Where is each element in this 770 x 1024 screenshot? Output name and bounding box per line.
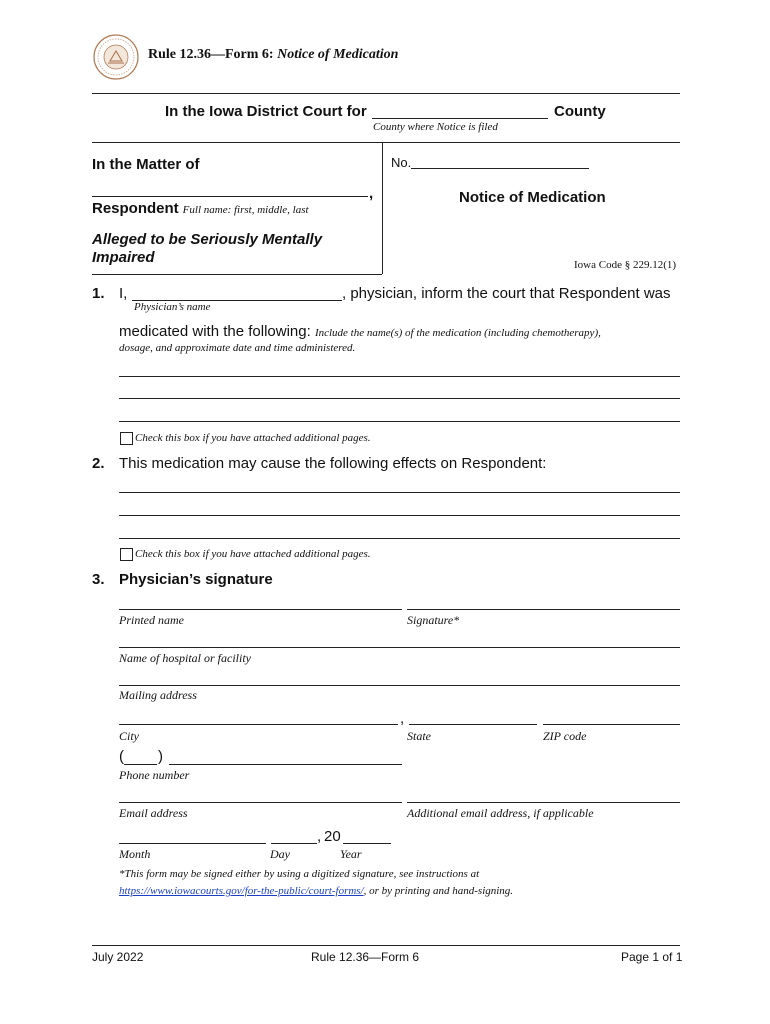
respondent-name-field[interactable] (92, 196, 368, 197)
footnote-line-2 (119, 885, 513, 897)
respondent-line (92, 200, 309, 218)
footer-divider (92, 945, 680, 946)
printed-name-caption: Printed name (119, 613, 184, 627)
medication-line-1[interactable] (119, 376, 680, 377)
footnote-tail: , or by printing and hand-signing. (363, 885, 514, 897)
medicated-line (119, 323, 679, 341)
form-header (148, 47, 398, 63)
caption-top-divider (92, 142, 680, 143)
medication-line-2[interactable] (119, 398, 680, 399)
email-caption: Email address (119, 806, 188, 820)
month-field[interactable] (119, 843, 266, 844)
zip-caption: ZIP code (543, 729, 587, 743)
attach-checkbox-2[interactable] (120, 548, 133, 561)
city-caption: City (119, 729, 139, 743)
year-comma: , (317, 828, 322, 845)
code-ref: Iowa Code § 229.12(1) (574, 259, 677, 271)
day-field[interactable] (271, 843, 317, 844)
year-field[interactable] (343, 843, 391, 844)
attach-label-1: Check this box if you have attached additional pages. (135, 432, 371, 444)
section-1-number: 1. (92, 285, 105, 302)
respondent-comma: , (369, 185, 374, 202)
attach-checkbox-1[interactable] (120, 432, 133, 445)
court-suffix: County (554, 103, 606, 120)
section-1-i: I, (119, 285, 128, 302)
state-field[interactable] (409, 724, 537, 725)
medication-instructions-1: Include the name(s) of the medication (including chemotherapy), (314, 327, 601, 339)
respondent-hint: Full name: first, middle, last (182, 204, 309, 216)
day-caption: Day (270, 847, 290, 861)
hospital-field[interactable] (119, 647, 680, 648)
respondent-label: Respondent (92, 200, 179, 217)
section-1-inform-text: , physician, inform the court that Respondent was (342, 285, 671, 302)
state-caption: State (407, 729, 431, 743)
county-field[interactable] (372, 118, 548, 119)
alleged-line-2: Impaired (92, 249, 155, 266)
footer-page: Page 1 of 1 (621, 950, 683, 964)
footer-form: Rule 12.36—Form 6 (311, 950, 420, 964)
form-title: Notice of Medication (277, 47, 399, 62)
city-comma: , (400, 710, 405, 727)
alleged-line-1: Alleged to be Seriously Mentally (92, 231, 323, 248)
county-caption: County where Notice is filed (373, 121, 498, 133)
medicated-text: medicated with the following: (119, 323, 315, 340)
signature-caption: Signature* (407, 613, 460, 627)
alleged-label (92, 231, 322, 267)
email2-field[interactable] (407, 802, 680, 803)
section-3-number: 3. (92, 571, 105, 588)
attach-label-2: Check this box if you have attached additional pages. (135, 548, 371, 560)
case-no-field[interactable] (411, 168, 589, 169)
year-caption: Year (340, 847, 362, 861)
matter-label: In the Matter of (92, 156, 200, 173)
hospital-caption: Name of hospital or facility (119, 651, 251, 665)
phone-caption: Phone number (119, 768, 190, 782)
email2-caption: Additional email address, if applicable (407, 806, 594, 820)
notice-title: Notice of Medication (459, 189, 606, 206)
footer-date: July 2022 (92, 950, 144, 964)
effects-line-1[interactable] (119, 492, 680, 493)
caption-vertical-divider (382, 142, 383, 274)
court-forms-link[interactable]: https://www.iowacourts.gov/for-the-public/court-forms/ (119, 885, 364, 897)
mailing-address-field[interactable] (119, 685, 680, 686)
section-2-number: 2. (92, 455, 105, 472)
phone-area-code-field[interactable] (124, 764, 157, 765)
mailing-caption: Mailing address (119, 688, 197, 702)
section-2-text: This medication may cause the following effects on Respondent: (119, 455, 547, 472)
form-prefix: Rule 12.36—Form 6: (148, 47, 278, 62)
medication-line-3[interactable] (119, 421, 680, 422)
year-prefix: 20 (324, 828, 341, 845)
effects-line-3[interactable] (119, 538, 680, 539)
email-field[interactable] (119, 802, 402, 803)
case-no-label: No. (391, 155, 412, 170)
footnote-line-1: *This form may be signed either by using a digitized signature, see instructions at (119, 868, 480, 880)
signature-field[interactable] (407, 609, 680, 610)
month-caption: Month (119, 847, 151, 861)
printed-name-field[interactable] (119, 609, 402, 610)
header-divider (92, 93, 680, 94)
city-field[interactable] (119, 724, 398, 725)
court-prefix: In the Iowa District Court for (165, 103, 367, 120)
zip-field[interactable] (543, 724, 680, 725)
section-3-heading: Physician’s signature (119, 571, 273, 588)
effects-line-2[interactable] (119, 515, 680, 516)
phone-area-open: ( (119, 748, 124, 765)
caption-bottom-divider (92, 274, 382, 275)
iowa-court-seal (93, 34, 139, 80)
phone-area-close: ) (158, 748, 163, 765)
medication-instructions-2: dosage, and approximate date and time administered. (119, 342, 356, 354)
physician-caption: Physician’s name (134, 301, 211, 313)
phone-number-field[interactable] (169, 764, 402, 765)
